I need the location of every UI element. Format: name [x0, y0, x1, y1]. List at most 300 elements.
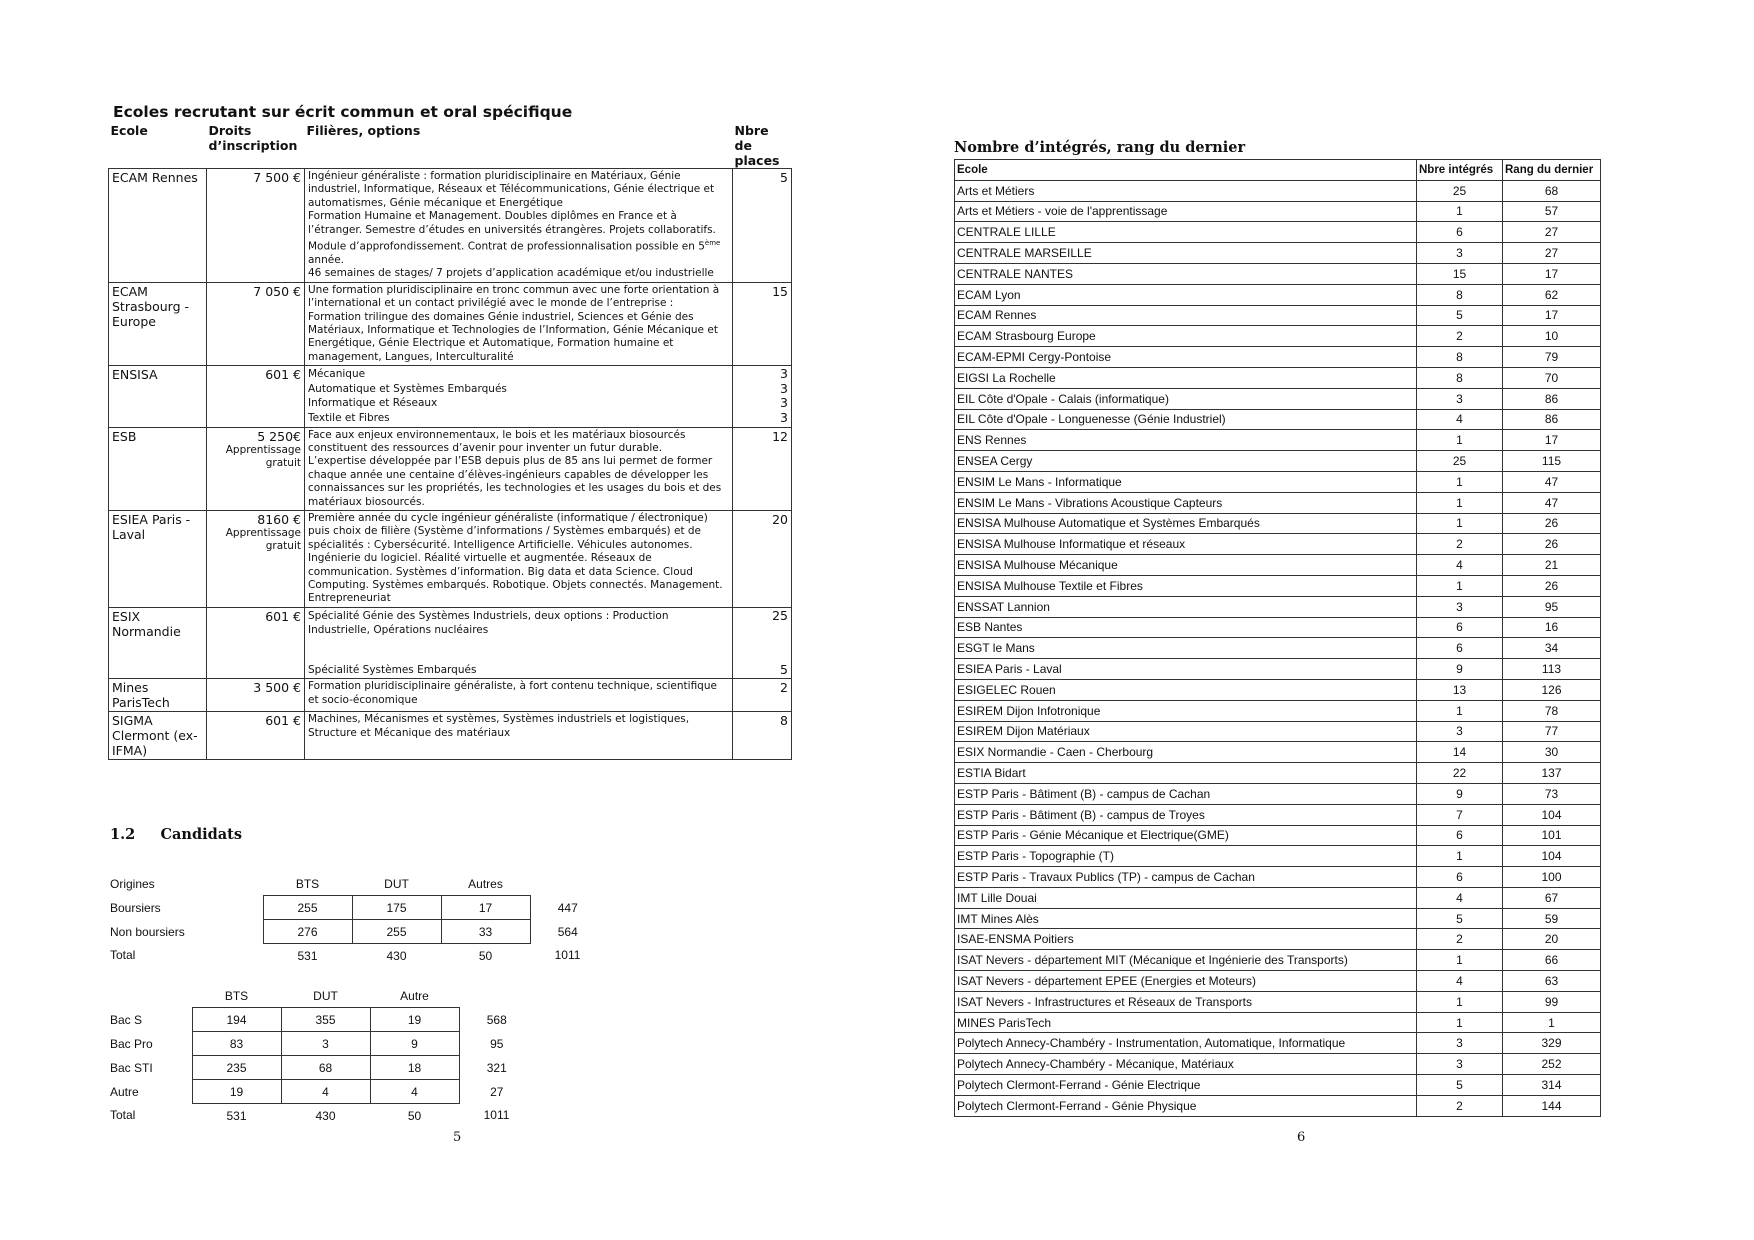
program-places: 20 — [772, 512, 788, 527]
table-row — [955, 305, 1601, 326]
school-places — [733, 282, 792, 365]
school-cell: MINES ParisTech — [955, 1012, 1417, 1033]
table-row — [955, 201, 1601, 222]
right-page — [877, 0, 1754, 1240]
fee-value: 8160 € — [257, 512, 301, 527]
program-places: 12 — [772, 428, 788, 444]
rang-cell: 73 — [1503, 783, 1601, 804]
cell-value: 531 — [226, 1108, 247, 1123]
school-programs — [305, 511, 733, 608]
table-row — [955, 263, 1601, 284]
school-cell: ENSISA Mulhouse Automatique et Systèmes Embarqués — [955, 513, 1417, 534]
school-cell: ESB Nantes — [955, 617, 1417, 638]
fee-value: 7 500 € — [253, 170, 301, 185]
table-row — [955, 617, 1601, 638]
nbre-integres-cell: 15 — [1417, 263, 1503, 284]
school-name: SIGMA Clermont (ex-IFMA) — [109, 712, 207, 760]
fee-note: Apprentissage gratuit — [225, 527, 301, 552]
cell-value: 19 — [192, 1080, 281, 1104]
cell-value: 564 — [557, 924, 578, 939]
table-row — [955, 1095, 1601, 1116]
rang-cell: 34 — [1503, 638, 1601, 659]
program-places: 3 — [780, 409, 788, 425]
school-places — [733, 511, 792, 608]
school-cell: ENSIM Le Mans - Vibrations Acoustique Capteurs — [955, 492, 1417, 513]
table-row — [955, 555, 1601, 576]
table-row — [109, 427, 792, 510]
rang-cell: 1 — [1503, 1012, 1601, 1033]
table-row — [110, 1080, 534, 1104]
cell-value: 531 — [297, 948, 318, 963]
nbre-integres-cell: 2 — [1417, 326, 1503, 347]
program-option: Ingénieur généraliste : formation pluridisciplinaire en Matériaux, Génie industriel, Informatique, Réseaux et Télécommunications, Génie électrique et automatismes, Génie mécanique et Energétique Formation Humaine et Management. Doubles diplômes en France et à l’étranger. Semestre d’études en universités étrangères. Projets collaboratifs. Module d’approfondissement. Contrat de professionnalisation possible en 5ème année. 46 semaines de stages/ 7 projets d’application académique et/ou industrielle — [308, 170, 721, 280]
school-cell: ISAT Nevers - département MIT (Mécanique et Ingénierie des Transports) — [955, 950, 1417, 971]
school-cell: ESTP Paris - Bâtiment (B) - campus de Troyes — [955, 804, 1417, 825]
fee-value: 5 250€ — [257, 428, 301, 444]
school-cell: ENSISA Mulhouse Textile et Fibres — [955, 575, 1417, 596]
fee-value: 601 € — [265, 608, 301, 624]
grid-header-row — [110, 984, 534, 1008]
school-cell: ESIEA Paris - Laval — [955, 659, 1417, 680]
table-row — [955, 763, 1601, 784]
table-row — [955, 721, 1601, 742]
nbre-integres-cell: 1 — [1417, 471, 1503, 492]
school-cell: ECAM Strasbourg Europe — [955, 326, 1417, 347]
row-label — [110, 984, 192, 1008]
cell-value: 255 — [263, 896, 352, 920]
rang-cell: 27 — [1503, 243, 1601, 264]
cell-value: Autres — [468, 876, 503, 891]
cell-value: 27 — [490, 1084, 504, 1099]
rang-cell: 101 — [1503, 825, 1601, 846]
school-cell: ISAE-ENSMA Poitiers — [955, 929, 1417, 950]
program-places: 15 — [772, 283, 788, 299]
row-label: Total — [110, 948, 136, 963]
school-cell: Arts et Métiers — [955, 180, 1417, 201]
school-places — [733, 169, 792, 283]
nbre-integres-cell: 3 — [1417, 388, 1503, 409]
nbre-integres-cell: 1 — [1417, 700, 1503, 721]
nbre-integres-cell: 6 — [1417, 222, 1503, 243]
cell-value: 175 — [352, 896, 441, 920]
school-cell: ESIGELEC Rouen — [955, 679, 1417, 700]
header-school: Ecole — [110, 123, 148, 138]
school-programs — [305, 169, 733, 283]
program-option: Spécialité Systèmes Embarqués — [308, 663, 477, 676]
school-cell: EIL Côte d'Opale - Longuenesse (Génie Industriel) — [955, 409, 1417, 430]
cell-value: 430 — [386, 948, 407, 963]
table-row — [110, 920, 605, 944]
row-label: Total — [110, 1108, 136, 1123]
table-row — [955, 575, 1601, 596]
rang-cell: 17 — [1503, 430, 1601, 451]
nbre-integres-cell: 6 — [1417, 638, 1503, 659]
program-option: Formation pluridisciplinaire généraliste, à fort contenu technique, scientifique et socio-économique — [308, 680, 717, 706]
cell-value: 430 — [315, 1108, 336, 1123]
cell-value: 194 — [192, 1008, 281, 1032]
schools-header-row — [109, 123, 792, 169]
nbre-integres-cell: 8 — [1417, 284, 1503, 305]
program-places: 2 — [780, 680, 788, 696]
cell-value: BTS — [295, 876, 320, 891]
page-number-right: 6 — [1297, 1130, 1306, 1145]
school-cell: ESTP Paris - Topographie (T) — [955, 846, 1417, 867]
school-fee — [207, 607, 305, 679]
rang-cell: 100 — [1503, 867, 1601, 888]
rang-cell: 329 — [1503, 1033, 1601, 1054]
program-option: Spécialité Génie des Systèmes Industriels, deux options : Production Industrielle, Opérations nucléaires — [308, 609, 669, 637]
nbre-integres-cell: 1 — [1417, 846, 1503, 867]
school-places — [733, 607, 792, 679]
rang-cell: 95 — [1503, 596, 1601, 617]
cell-value: 83 — [192, 1032, 281, 1056]
cell-value: 255 — [352, 920, 441, 944]
school-cell: ENSEA Cergy — [955, 451, 1417, 472]
table-row — [955, 492, 1601, 513]
school-places — [733, 712, 792, 760]
school-cell: ECAM-EPMI Cergy-Pontoise — [955, 347, 1417, 368]
program-option: Machines, Mécanismes et systèmes, Systèmes industriels et logistiques, Structure et Mécanique des matériaux — [308, 713, 690, 739]
header-ecole: Ecole — [955, 160, 1417, 181]
table-row — [955, 1012, 1601, 1033]
nbre-integres-cell: 1 — [1417, 492, 1503, 513]
table-row — [955, 659, 1601, 680]
table-row — [955, 388, 1601, 409]
table-row — [955, 742, 1601, 763]
school-places — [733, 427, 792, 510]
school-cell: Polytech Annecy-Chambéry - Instrumentation, Automatique, Informatique — [955, 1033, 1417, 1054]
program-option: Informatique et Réseaux — [308, 397, 438, 410]
table-row — [110, 1032, 534, 1056]
cell-value: 19 — [370, 1008, 459, 1032]
school-cell: ESTP Paris - Travaux Publics (TP) - campus de Cachan — [955, 867, 1417, 888]
program-places: 3 — [780, 366, 788, 382]
school-fee — [207, 679, 305, 712]
school-cell: ECAM Rennes — [955, 305, 1417, 326]
header-places: Nbre de places — [734, 123, 780, 168]
table-row — [955, 971, 1601, 992]
nbre-integres-cell: 1 — [1417, 513, 1503, 534]
rang-cell: 126 — [1503, 679, 1601, 700]
header-nbre-integres: Nbre intégrés — [1417, 160, 1503, 181]
rang-cell: 26 — [1503, 575, 1601, 596]
table-row — [955, 347, 1601, 368]
nbre-integres-cell: 25 — [1417, 180, 1503, 201]
schools-body — [109, 169, 792, 760]
origins-table — [110, 872, 605, 967]
school-cell: EIL Côte d'Opale - Calais (informatique) — [955, 388, 1417, 409]
school-cell: ENSISA Mulhouse Mécanique — [955, 555, 1417, 576]
nbre-integres-cell: 9 — [1417, 783, 1503, 804]
school-fee — [207, 366, 305, 427]
row-label: Non boursiers — [110, 924, 185, 939]
nbre-integres-cell: 4 — [1417, 971, 1503, 992]
table-row — [109, 366, 792, 427]
school-name: Mines ParisTech — [109, 679, 207, 712]
rang-cell: 16 — [1503, 617, 1601, 638]
table-row — [109, 679, 792, 712]
nbre-integres-cell: 2 — [1417, 929, 1503, 950]
rang-cell: 113 — [1503, 659, 1601, 680]
school-programs — [305, 712, 733, 760]
nbre-integres-cell: 5 — [1417, 1075, 1503, 1096]
rang-cell: 17 — [1503, 263, 1601, 284]
table-row — [955, 1033, 1601, 1054]
table-row — [955, 804, 1601, 825]
fee-value: 3 500 € — [253, 680, 301, 696]
integres-body — [955, 180, 1601, 1116]
rang-cell: 27 — [1503, 222, 1601, 243]
rang-cell: 10 — [1503, 326, 1601, 347]
nbre-integres-cell: 5 — [1417, 305, 1503, 326]
cell-value: 9 — [370, 1032, 459, 1056]
school-cell: EIGSI La Rochelle — [955, 367, 1417, 388]
fee-value: 601 € — [265, 367, 301, 383]
grid-header-row — [110, 872, 605, 896]
table-row — [110, 1056, 534, 1080]
table-row — [955, 783, 1601, 804]
table-row — [955, 887, 1601, 908]
rang-cell: 21 — [1503, 555, 1601, 576]
cell-value: 447 — [557, 900, 578, 915]
rang-cell: 104 — [1503, 804, 1601, 825]
nbre-integres-cell: 1 — [1417, 1012, 1503, 1033]
nbre-integres-cell: 9 — [1417, 659, 1503, 680]
nbre-integres-cell: 4 — [1417, 887, 1503, 908]
nbre-integres-cell: 3 — [1417, 1054, 1503, 1075]
program-places: 5 — [780, 661, 788, 677]
rang-cell: 26 — [1503, 513, 1601, 534]
program-option: Automatique et Systèmes Embarqués — [308, 382, 507, 395]
header-rang-dernier: Rang du dernier — [1503, 160, 1601, 181]
cell-value: 276 — [263, 920, 352, 944]
bac-table — [110, 984, 534, 1127]
rang-cell: 79 — [1503, 347, 1601, 368]
school-cell: ENSIM Le Mans - Informatique — [955, 471, 1417, 492]
school-name: ESIX Normandie — [109, 607, 207, 679]
nbre-integres-cell: 4 — [1417, 555, 1503, 576]
rang-cell: 86 — [1503, 388, 1601, 409]
school-cell: ESIREM Dijon Matériaux — [955, 721, 1417, 742]
table-row — [110, 1104, 534, 1128]
table-row — [955, 513, 1601, 534]
rang-cell: 78 — [1503, 700, 1601, 721]
cell-value — [530, 872, 605, 896]
school-cell: ISAT Nevers - Infrastructures et Réseaux de Transports — [955, 991, 1417, 1012]
cell-value: 95 — [490, 1036, 504, 1051]
rang-cell: 63 — [1503, 971, 1601, 992]
nbre-integres-cell: 6 — [1417, 825, 1503, 846]
school-cell: ENSSAT Lannion — [955, 596, 1417, 617]
rang-cell: 77 — [1503, 721, 1601, 742]
table-row — [955, 991, 1601, 1012]
school-programs — [305, 427, 733, 510]
nbre-integres-cell: 7 — [1417, 804, 1503, 825]
candidates-heading: 1.2 Candidats — [110, 826, 242, 843]
school-cell: Polytech Clermont-Ferrand - Génie Electrique — [955, 1075, 1417, 1096]
nbre-integres-cell: 1 — [1417, 575, 1503, 596]
row-label: Bac S — [110, 1012, 143, 1027]
schools-table — [108, 123, 792, 760]
table-row — [955, 284, 1601, 305]
table-row — [955, 929, 1601, 950]
school-cell: CENTRALE MARSEILLE — [955, 243, 1417, 264]
cell-value: Autre — [400, 988, 429, 1003]
nbre-integres-cell: 3 — [1417, 1033, 1503, 1054]
table-row — [955, 534, 1601, 555]
school-programs — [305, 366, 733, 427]
school-name: ESIEA Paris - Laval — [109, 511, 207, 608]
table-row — [955, 1075, 1601, 1096]
program-places: 8 — [780, 713, 788, 729]
cell-value: 50 — [478, 948, 493, 963]
nbre-integres-cell: 1 — [1417, 950, 1503, 971]
rang-cell: 86 — [1503, 409, 1601, 430]
nbre-integres-cell: 3 — [1417, 243, 1503, 264]
nbre-integres-cell: 1 — [1417, 201, 1503, 222]
rang-cell: 30 — [1503, 742, 1601, 763]
school-fee — [207, 427, 305, 510]
school-cell: IMT Mines Alès — [955, 908, 1417, 929]
table-row — [955, 222, 1601, 243]
table-row — [110, 896, 605, 920]
nbre-integres-cell: 14 — [1417, 742, 1503, 763]
cell-value: 4 — [370, 1080, 459, 1104]
cell-value: 355 — [281, 1008, 370, 1032]
cell-value: 33 — [441, 920, 530, 944]
table-row — [955, 700, 1601, 721]
rang-cell: 99 — [1503, 991, 1601, 1012]
table-row — [955, 638, 1601, 659]
integres-table — [954, 159, 1601, 1117]
rang-cell: 17 — [1503, 305, 1601, 326]
program-places: 3 — [780, 395, 788, 411]
table-row — [955, 596, 1601, 617]
nbre-integres-cell: 3 — [1417, 721, 1503, 742]
school-cell: ECAM Lyon — [955, 284, 1417, 305]
table-row — [955, 825, 1601, 846]
rang-cell: 20 — [1503, 929, 1601, 950]
school-name: ESB — [109, 427, 207, 510]
section-title: Ecoles recrutant sur écrit commun et oral spécifique — [113, 103, 573, 121]
program-option: Mécanique — [308, 368, 366, 381]
school-name: ECAM Rennes — [109, 169, 207, 283]
cell-value: 1011 — [554, 948, 581, 963]
cell-value: 68 — [281, 1056, 370, 1080]
cell-value: 50 — [407, 1108, 422, 1123]
table-row — [955, 243, 1601, 264]
table-row — [955, 908, 1601, 929]
nbre-integres-cell: 6 — [1417, 617, 1503, 638]
cell-value: 568 — [486, 1012, 507, 1027]
nbre-integres-cell: 4 — [1417, 409, 1503, 430]
nbre-integres-cell: 25 — [1417, 451, 1503, 472]
row-label: Bac Pro — [110, 1036, 153, 1051]
school-places — [733, 366, 792, 427]
nbre-integres-cell: 8 — [1417, 347, 1503, 368]
school-cell: IMT Lille Douai — [955, 887, 1417, 908]
cell-value: DUT — [384, 876, 409, 891]
table-row — [955, 409, 1601, 430]
nbre-integres-cell: 1 — [1417, 430, 1503, 451]
nbre-integres-cell: 3 — [1417, 596, 1503, 617]
school-cell: CENTRALE NANTES — [955, 263, 1417, 284]
table-row — [109, 282, 792, 365]
school-fee — [207, 282, 305, 365]
header-fees: Droits d’inscription — [208, 123, 298, 153]
school-cell: Polytech Clermont-Ferrand - Génie Physique — [955, 1095, 1417, 1116]
header-programs: Filières, options — [306, 123, 421, 138]
fee-note: Apprentissage gratuit — [225, 443, 301, 469]
rang-cell: 59 — [1503, 908, 1601, 929]
school-fee — [207, 511, 305, 608]
program-option: Une formation pluridisciplinaire en tronc commun avec une forte orientation à l’international et un contact privilégié avec le monde de l’entreprise : Formation trilingue des domaines Génie industriel, Sciences et Génie des Matériaux, Informatique et Technologies de l’Information, Génie Mécanique et Energétique, Génie Electrique et Automatique, Formation humaine et management, Langues, Interculturalité — [308, 283, 720, 363]
cell-value: 17 — [441, 896, 530, 920]
rang-cell: 252 — [1503, 1054, 1601, 1075]
nbre-integres-cell: 2 — [1417, 1095, 1503, 1116]
school-name: ENSISA — [109, 366, 207, 427]
rang-cell: 137 — [1503, 763, 1601, 784]
cell-value: 1011 — [483, 1108, 510, 1123]
school-cell: ISAT Nevers - département EPEE (Energies et Moteurs) — [955, 971, 1417, 992]
table-row — [955, 867, 1601, 888]
rang-cell: 68 — [1503, 180, 1601, 201]
nbre-integres-cell: 22 — [1417, 763, 1503, 784]
program-option: Première année du cycle ingénieur généraliste (informatique / électronique) puis choix de filière (Système d’informations / Systèmes embarqués) et de spécialités : Cybersécurité. Intelligence Artificielle. Véhicules autonomes. Ingénierie du logiciel. Réalité virtuelle et augmentée. Réseaux de communication. Systèmes d’information. Big data et data Science. Cloud Computing. Systèmes embarqués. Robotique. Objets connectés. Management. Entrepreneuriat — [308, 512, 723, 605]
table-row — [110, 1008, 534, 1032]
school-cell: Arts et Métiers - voie de l'apprentissage — [955, 201, 1417, 222]
fee-value: 601 € — [265, 713, 301, 729]
program-places: 5 — [780, 170, 788, 185]
fee-value: 7 050 € — [253, 283, 301, 299]
table-row — [955, 679, 1601, 700]
school-cell: ESTIA Bidart — [955, 763, 1417, 784]
school-cell: CENTRALE LILLE — [955, 222, 1417, 243]
table-row — [109, 712, 792, 760]
cell-value: 321 — [486, 1060, 507, 1075]
school-programs — [305, 282, 733, 365]
school-cell: ESTP Paris - Génie Mécanique et Electrique(GME) — [955, 825, 1417, 846]
page-number: 5 — [453, 1130, 462, 1145]
rang-cell: 47 — [1503, 492, 1601, 513]
table-row — [109, 169, 792, 283]
cell-value: 3 — [281, 1032, 370, 1056]
table-row — [955, 471, 1601, 492]
school-name: ECAM Strasbourg - Europe — [109, 282, 207, 365]
school-cell: Polytech Annecy-Chambéry - Mécanique, Matériaux — [955, 1054, 1417, 1075]
nbre-integres-cell: 13 — [1417, 679, 1503, 700]
program-places: 25 — [772, 607, 788, 623]
nbre-integres-cell: 5 — [1417, 908, 1503, 929]
table-row — [955, 950, 1601, 971]
row-label: Bac STI — [110, 1060, 153, 1075]
table-row — [955, 451, 1601, 472]
school-fee — [207, 169, 305, 283]
school-programs — [305, 679, 733, 712]
table-row — [955, 180, 1601, 201]
school-cell: ENSISA Mulhouse Informatique et réseaux — [955, 534, 1417, 555]
rang-cell: 47 — [1503, 471, 1601, 492]
school-cell: ESGT le Mans — [955, 638, 1417, 659]
rang-cell: 57 — [1503, 201, 1601, 222]
cell-value: 235 — [192, 1056, 281, 1080]
school-cell: ESTP Paris - Bâtiment (B) - campus de Cachan — [955, 783, 1417, 804]
nbre-integres-cell: 2 — [1417, 534, 1503, 555]
cell-value: 18 — [370, 1056, 459, 1080]
table-row — [109, 607, 792, 679]
nbre-integres-cell: 6 — [1417, 867, 1503, 888]
rang-cell: 115 — [1503, 451, 1601, 472]
